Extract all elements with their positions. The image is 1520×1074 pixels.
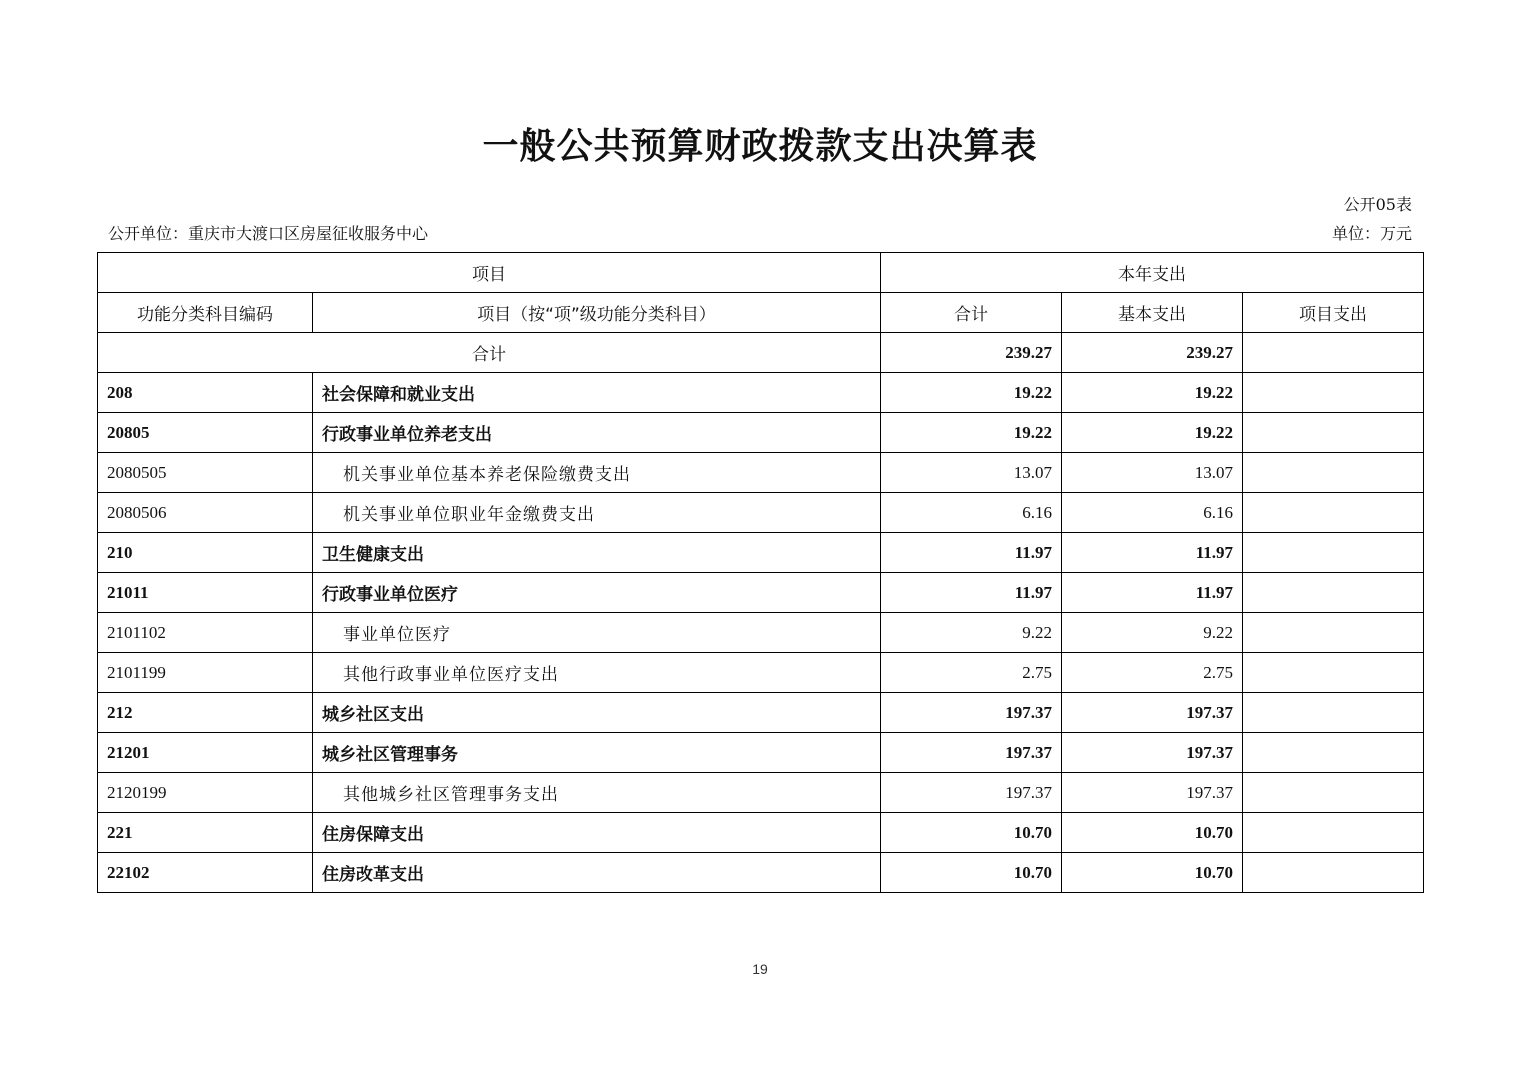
row-project bbox=[1243, 733, 1424, 773]
row-project bbox=[1243, 493, 1424, 533]
row-name: 卫生健康支出 bbox=[313, 533, 881, 573]
page-title: 一般公共预算财政拨款支出决算表 bbox=[482, 126, 1038, 167]
row-total: 2.75 bbox=[881, 653, 1062, 693]
row-basic: 197.37 bbox=[1062, 693, 1243, 733]
currency-unit: 单位：万元 bbox=[1331, 224, 1412, 243]
total-basic: 239.27 bbox=[1062, 333, 1243, 373]
row-project bbox=[1243, 533, 1424, 573]
row-project bbox=[1243, 653, 1424, 693]
row-basic: 197.37 bbox=[1062, 733, 1243, 773]
column-header-basic: 基本支出 bbox=[1062, 293, 1243, 333]
row-total: 10.70 bbox=[881, 813, 1062, 853]
row-basic: 19.22 bbox=[1062, 413, 1243, 453]
row-code: 2101102 bbox=[98, 613, 313, 653]
row-total: 197.37 bbox=[881, 773, 1062, 813]
table-row bbox=[98, 773, 1424, 813]
row-name: 其他城乡社区管理事务支出 bbox=[313, 773, 881, 813]
total-project bbox=[1243, 333, 1424, 373]
row-name: 机关事业单位基本养老保险缴费支出 bbox=[313, 453, 881, 493]
row-total: 6.16 bbox=[881, 493, 1062, 533]
row-code: 2080505 bbox=[98, 453, 313, 493]
row-total: 10.70 bbox=[881, 853, 1062, 893]
row-basic: 10.70 bbox=[1062, 813, 1243, 853]
table-row bbox=[98, 493, 1424, 533]
row-project bbox=[1243, 813, 1424, 853]
row-project bbox=[1243, 413, 1424, 453]
header-row-columns bbox=[98, 293, 1424, 333]
row-basic: 11.97 bbox=[1062, 573, 1243, 613]
table-row bbox=[98, 613, 1424, 653]
table-row bbox=[98, 813, 1424, 853]
table-row bbox=[98, 533, 1424, 573]
column-header-total: 合计 bbox=[881, 293, 1062, 333]
row-name: 城乡社区支出 bbox=[313, 693, 881, 733]
row-project bbox=[1243, 693, 1424, 733]
row-basic: 19.22 bbox=[1062, 373, 1243, 413]
table-row bbox=[98, 653, 1424, 693]
row-code: 210 bbox=[98, 533, 313, 573]
row-basic: 9.22 bbox=[1062, 613, 1243, 653]
row-total: 9.22 bbox=[881, 613, 1062, 653]
row-project bbox=[1243, 453, 1424, 493]
row-total: 13.07 bbox=[881, 453, 1062, 493]
row-project bbox=[1243, 373, 1424, 413]
table-row bbox=[98, 573, 1424, 613]
row-project bbox=[1243, 853, 1424, 893]
budget-table bbox=[97, 252, 1424, 893]
form-number: 公开05表 bbox=[1343, 195, 1412, 214]
row-total: 197.37 bbox=[881, 733, 1062, 773]
row-total: 19.22 bbox=[881, 413, 1062, 453]
header-current-year: 本年支出 bbox=[881, 253, 1424, 293]
row-code: 208 bbox=[98, 373, 313, 413]
reporting-unit: 公开单位：重庆市大渡口区房屋征收服务中心 bbox=[108, 224, 429, 243]
row-code: 2080506 bbox=[98, 493, 313, 533]
row-name: 住房保障支出 bbox=[313, 813, 881, 853]
row-name: 行政事业单位医疗 bbox=[313, 573, 881, 613]
table-row bbox=[98, 453, 1424, 493]
total-label: 合计 bbox=[98, 333, 881, 373]
row-total: 197.37 bbox=[881, 693, 1062, 733]
row-project bbox=[1243, 573, 1424, 613]
row-name: 机关事业单位职业年金缴费支出 bbox=[313, 493, 881, 533]
page-number: 19 bbox=[752, 961, 768, 977]
row-code: 2101199 bbox=[98, 653, 313, 693]
row-code: 22102 bbox=[98, 853, 313, 893]
row-project bbox=[1243, 773, 1424, 813]
total-amount: 239.27 bbox=[881, 333, 1062, 373]
row-basic: 197.37 bbox=[1062, 773, 1243, 813]
row-total: 19.22 bbox=[881, 373, 1062, 413]
row-code: 2120199 bbox=[98, 773, 313, 813]
row-basic: 10.70 bbox=[1062, 853, 1243, 893]
row-project bbox=[1243, 613, 1424, 653]
column-header-name: 项目（按“项”级功能分类科目） bbox=[313, 293, 881, 333]
table-row bbox=[98, 853, 1424, 893]
row-name: 住房改革支出 bbox=[313, 853, 881, 893]
total-row bbox=[98, 333, 1424, 373]
row-basic: 2.75 bbox=[1062, 653, 1243, 693]
row-total: 11.97 bbox=[881, 573, 1062, 613]
row-basic: 11.97 bbox=[1062, 533, 1243, 573]
row-total: 11.97 bbox=[881, 533, 1062, 573]
column-header-code: 功能分类科目编码 bbox=[98, 293, 313, 333]
row-name: 城乡社区管理事务 bbox=[313, 733, 881, 773]
table-row bbox=[98, 733, 1424, 773]
row-basic: 6.16 bbox=[1062, 493, 1243, 533]
row-code: 21201 bbox=[98, 733, 313, 773]
row-code: 221 bbox=[98, 813, 313, 853]
row-code: 20805 bbox=[98, 413, 313, 453]
table-row bbox=[98, 693, 1424, 733]
row-basic: 13.07 bbox=[1062, 453, 1243, 493]
header-row-group bbox=[98, 253, 1424, 293]
table-row bbox=[98, 373, 1424, 413]
column-header-project: 项目支出 bbox=[1243, 293, 1424, 333]
row-code: 212 bbox=[98, 693, 313, 733]
row-name: 社会保障和就业支出 bbox=[313, 373, 881, 413]
row-code: 21011 bbox=[98, 573, 313, 613]
row-name: 其他行政事业单位医疗支出 bbox=[313, 653, 881, 693]
row-name: 行政事业单位养老支出 bbox=[313, 413, 881, 453]
row-name: 事业单位医疗 bbox=[313, 613, 881, 653]
header-item: 项目 bbox=[98, 253, 881, 293]
table-row bbox=[98, 413, 1424, 453]
